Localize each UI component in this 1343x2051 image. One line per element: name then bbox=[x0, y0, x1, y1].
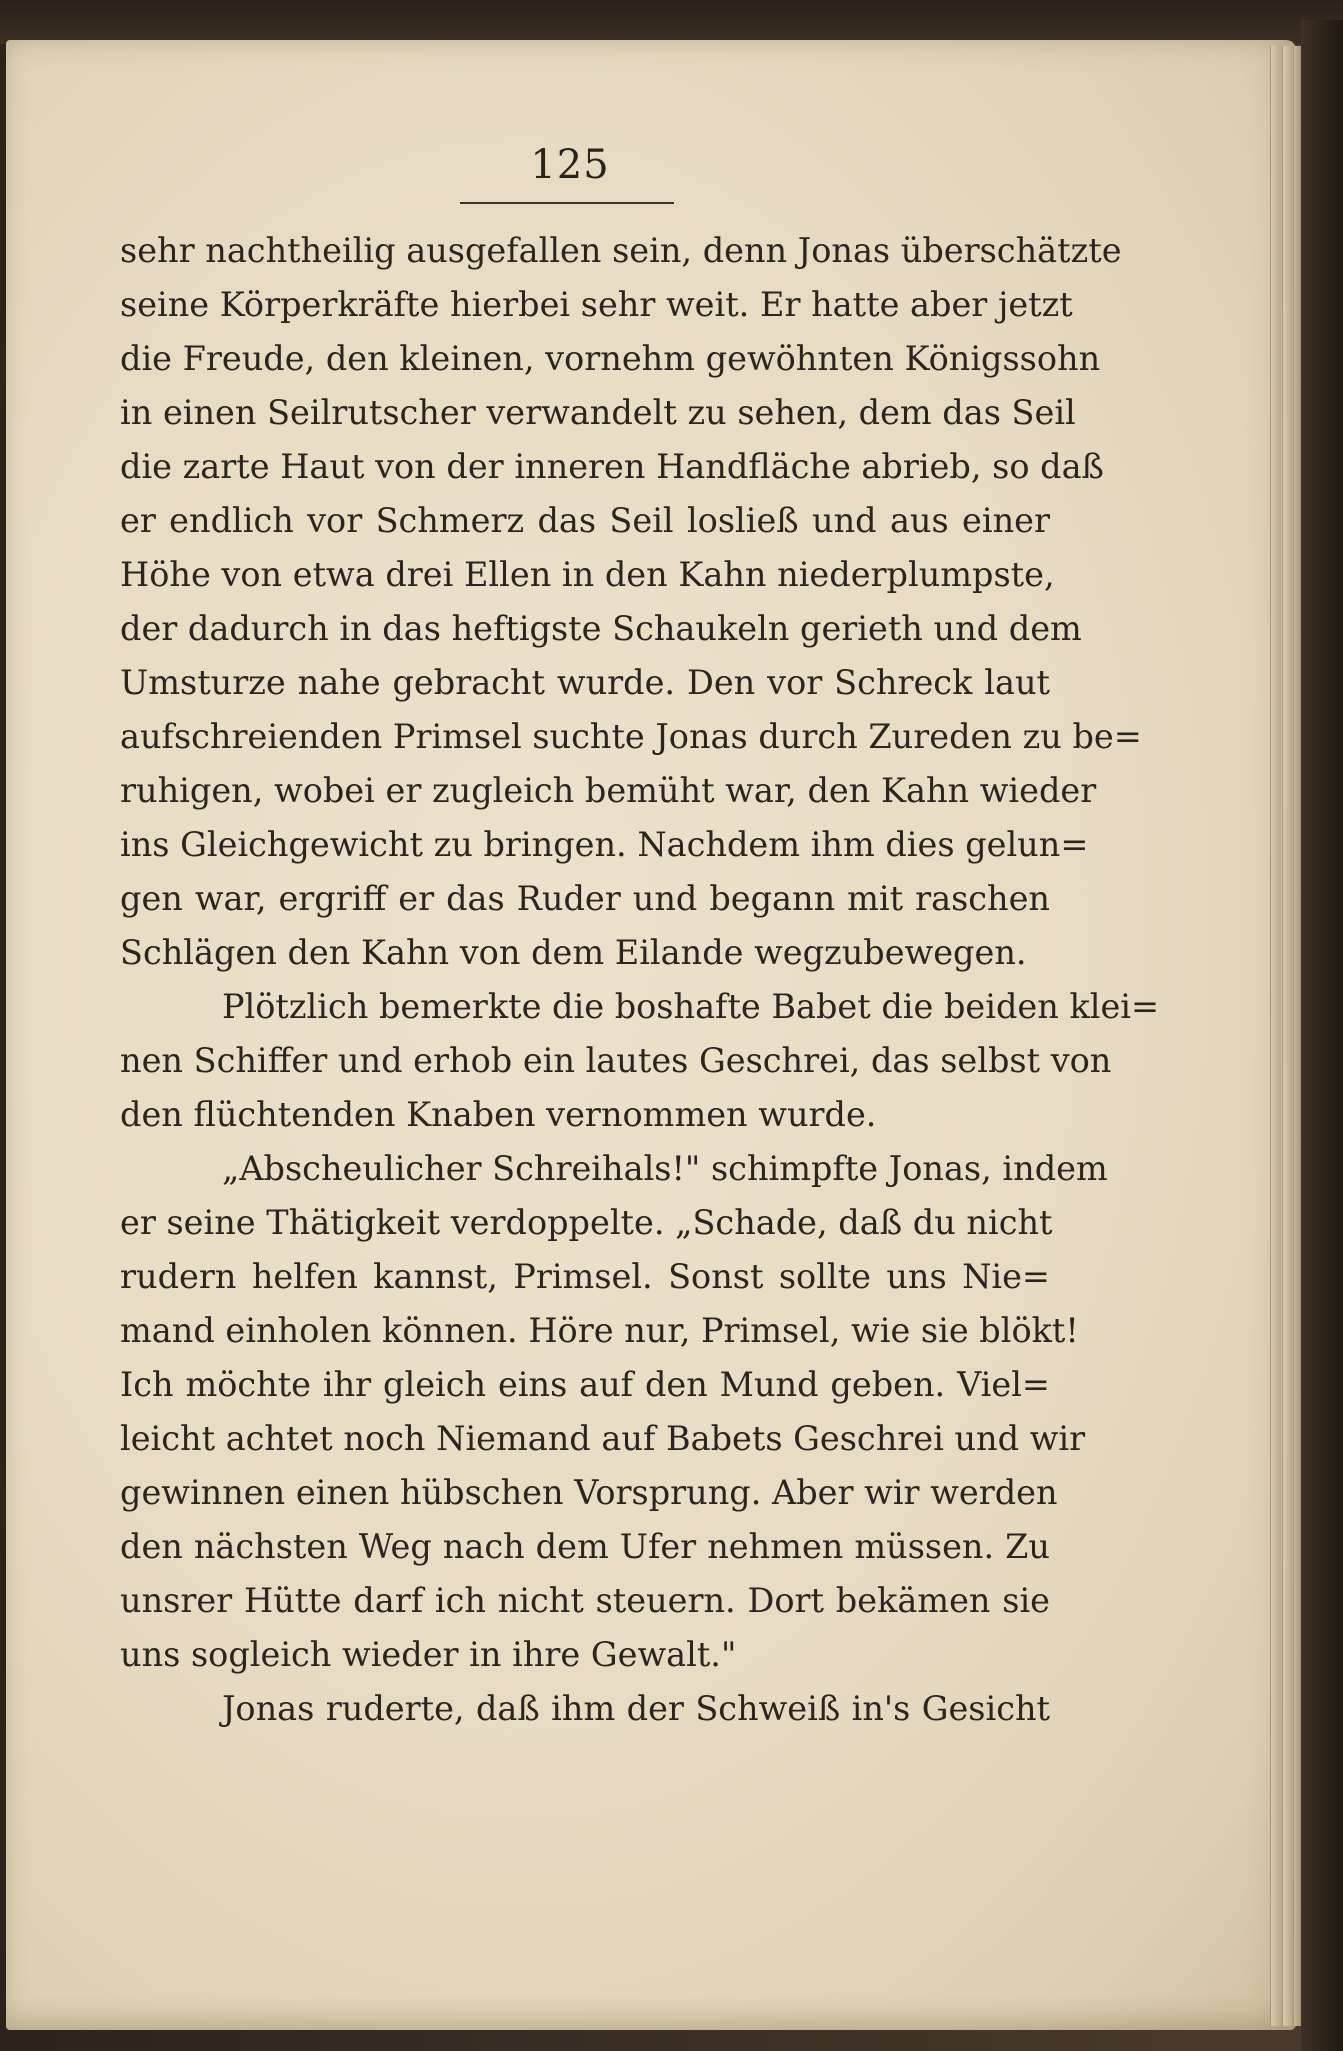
text-line: nen Schiffer und erhob ein lautes Geschrei, das selbst von bbox=[120, 1041, 1112, 1080]
text-line: der dadurch in das heftigste Schaukeln gerieth und dem bbox=[120, 609, 1082, 648]
text-line: gen war, ergriff er das Ruder und begann mit raschen bbox=[120, 879, 1050, 918]
text-line: er endlich vor Schmerz das Seil losließ und aus einer bbox=[120, 501, 1050, 540]
text-line: unsrer Hütte darf ich nicht steuern. Dort bekämen sie bbox=[120, 1581, 1050, 1620]
text-line: den flüchtenden Knaben vernommen wurde. bbox=[120, 1095, 877, 1134]
page-number: 125 bbox=[530, 142, 610, 188]
text-line: leicht achtet noch Niemand auf Babets Geschrei und wir bbox=[120, 1419, 1086, 1458]
text-line: Schlägen den Kahn von dem Eilande wegzubewegen. bbox=[120, 933, 1027, 972]
text-line: in einen Seilrutscher verwandelt zu sehen, dem das Seil bbox=[120, 393, 1076, 432]
text-line: Plötzlich bemerkte die boshafte Babet die beiden klei= bbox=[222, 987, 1160, 1026]
text-line: rudern helfen kannst, Primsel. Sonst sollte uns Nie= bbox=[120, 1257, 1050, 1296]
text-line: die zarte Haut von der inneren Handfläche abrieb, so daß bbox=[120, 447, 1104, 486]
text-line: Ich möchte ihr gleich eins auf den Mund geben. Viel= bbox=[120, 1365, 1050, 1404]
text-line: er seine Thätigkeit verdoppelte. „Schade, daß du nicht bbox=[120, 1203, 1053, 1242]
text-line: uns sogleich wieder in ihre Gewalt." bbox=[120, 1635, 737, 1674]
text-line: ruhigen, wobei er zugleich bemüht war, den Kahn wieder bbox=[120, 771, 1097, 810]
text-line: Jonas ruderte, daß ihm der Schweiß in's Gesicht bbox=[222, 1689, 1050, 1728]
text-line: Umsturze nahe gebracht wurde. Den vor Schreck laut bbox=[120, 663, 1050, 702]
text-line: die Freude, den kleinen, vornehm gewöhnten Königssohn bbox=[120, 339, 1101, 378]
text-line: ins Gleichgewicht zu bringen. Nachdem ihm dies gelun= bbox=[120, 825, 1089, 864]
text-line: mand einholen können. Höre nur, Primsel, wie sie blökt! bbox=[120, 1311, 1079, 1350]
text-line: sehr nachtheilig ausgefallen sein, denn Jonas überschätzte bbox=[120, 231, 1122, 270]
text-line: gewinnen einen hübschen Vorsprung. Aber wir werden bbox=[120, 1473, 1058, 1512]
text-line: den nächsten Weg nach dem Ufer nehmen müssen. Zu bbox=[120, 1527, 1050, 1566]
text-line: aufschreienden Primsel suchte Jonas durch Zureden zu be= bbox=[120, 717, 1142, 756]
text-line: seine Körperkräfte hierbei sehr weit. Er hatte aber jetzt bbox=[120, 285, 1073, 324]
text-line: „Abscheulicher Schreihals!" schimpfte Jonas, indem bbox=[222, 1149, 1108, 1188]
text-line: Höhe von etwa drei Ellen in den Kahn niederplumpste, bbox=[120, 555, 1055, 594]
